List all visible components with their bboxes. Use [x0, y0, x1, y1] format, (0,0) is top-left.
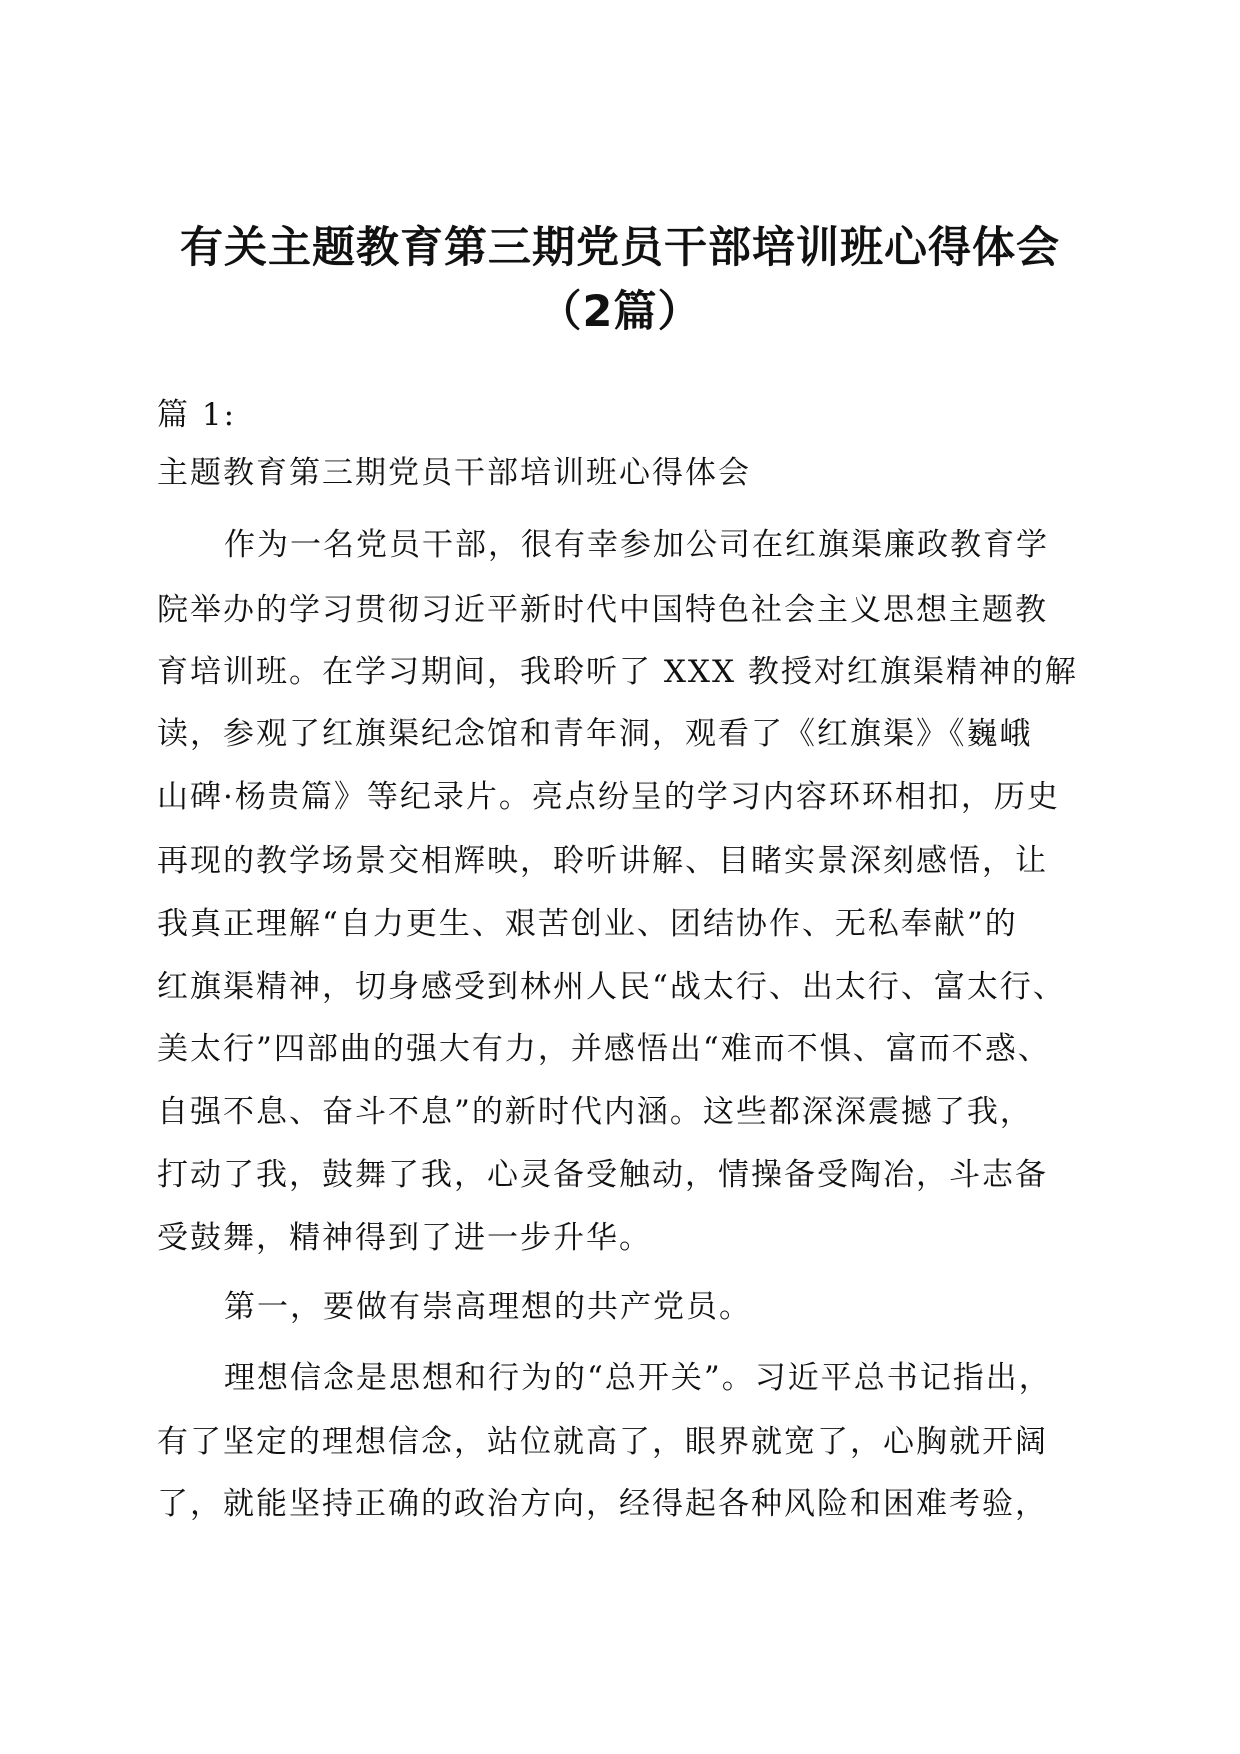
section-label: 篇 1: — [157, 397, 237, 433]
document-title-line-2: （2篇） — [538, 287, 702, 337]
body-line: 了，就能坚持正确的政治方向，经得起各种风险和困难考验， — [157, 1486, 1048, 1522]
section-heading: 第一，要做有崇高理想的共产党员。 — [224, 1289, 752, 1325]
body-line: 再现的教学场景交相辉映，聆听讲解、目睹实景深刻感悟，让 — [157, 843, 1048, 879]
document-title-line-1: 有关主题教育第三期党员干部培训班心得体会 — [180, 223, 1060, 273]
body-line: 育培训班。在学习期间，我聆听了 XXX 教授对红旗渠精神的解 — [157, 654, 1078, 690]
body-line: 山碑·杨贵篇》等纪录片。亮点纷呈的学习内容环环相扣，历史 — [157, 779, 1060, 815]
body-line: 理想信念是思想和行为的“总开关”。习近平总书记指出， — [224, 1360, 1052, 1396]
body-line: 自强不息、奋斗不息”的新时代内涵。这些都深深震撼了我， — [157, 1094, 1033, 1130]
body-line: 红旗渠精神，切身感受到林州人民“战太行、出太行、富太行、 — [157, 969, 1066, 1005]
body-line: 打动了我，鼓舞了我，心灵备受触动，情操备受陶冶，斗志备 — [157, 1157, 1048, 1193]
body-line: 有了坚定的理想信念，站位就高了，眼界就宽了，心胸就开阔 — [157, 1424, 1048, 1460]
body-line: 院举办的学习贯彻习近平新时代中国特色社会主义思想主题教 — [157, 592, 1048, 628]
body-line: 作为一名党员干部，很有幸参加公司在红旗渠廉政教育学 — [224, 527, 1049, 563]
body-line: 受鼓舞，精神得到了进一步升华。 — [157, 1220, 652, 1256]
body-line: 我真正理解“自力更生、艰苦创业、团结协作、无私奉献”的 — [157, 906, 1018, 942]
body-line: 美太行”四部曲的强大有力，并感悟出“难而不惧、富而不惑、 — [157, 1031, 1051, 1067]
body-line: 读，参观了红旗渠纪念馆和青年洞，观看了《红旗渠》《巍峨 — [157, 716, 1033, 752]
section-subtitle: 主题教育第三期党员干部培训班心得体会 — [157, 455, 751, 491]
